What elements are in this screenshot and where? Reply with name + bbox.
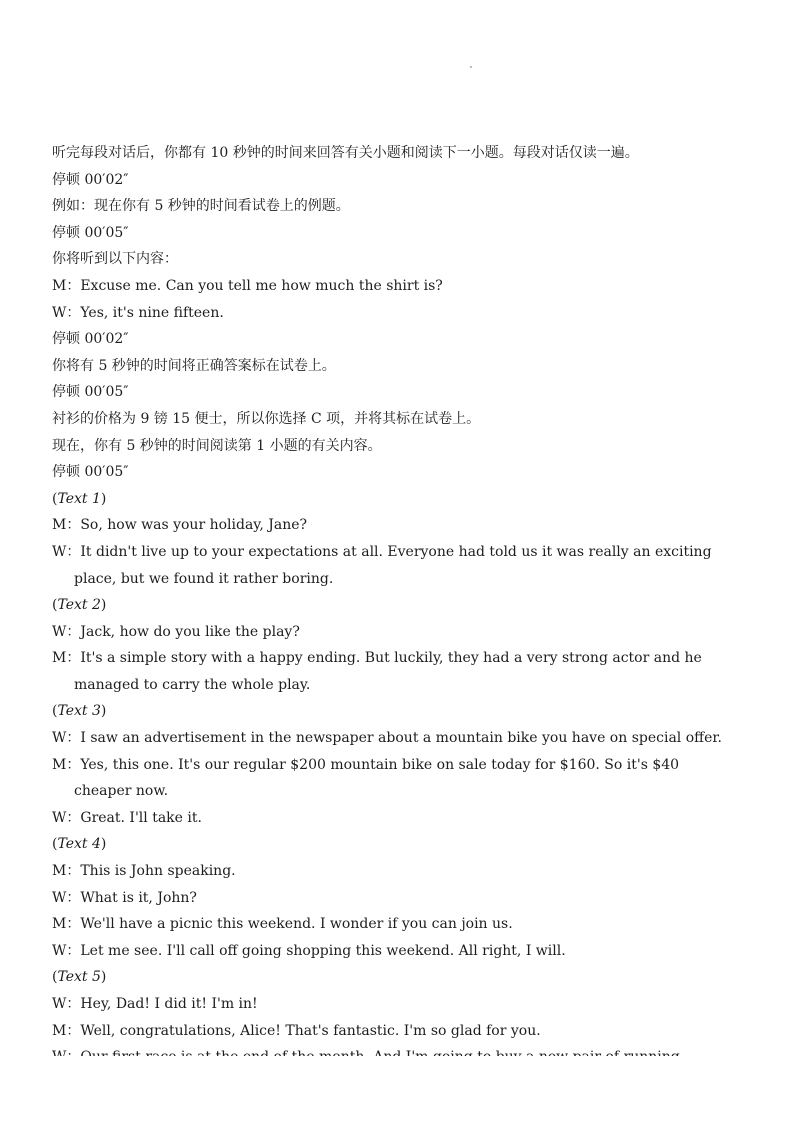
pause-line: 停顿 00′02″ <box>52 171 129 188</box>
pause-line: 停顿 00′05″ <box>52 224 129 241</box>
text-heading: (Text 3) <box>52 703 107 720</box>
dialogue-line: M：Yes, this one. It's our regular $200 mountain bike on sale today for $160. So it's $40 <box>52 756 680 773</box>
pause-line: 停顿 00′05″ <box>52 464 129 481</box>
pause-line: 停顿 00′05″ <box>52 384 129 401</box>
dialogue-line: M：We'll have a picnic this weekend. I wonder if you can join us. <box>52 916 513 933</box>
dialogue-line: M：It's a simple story with a happy ending. But luckily, they had a very strong actor and he <box>52 650 702 667</box>
dialogue-line: M：So, how was your holiday, Jane? <box>52 517 308 534</box>
text-label: Text 2 <box>57 597 101 614</box>
text-heading: (Text 4) <box>52 836 107 853</box>
example-dialogue-line: M：Excuse me. Can you tell me how much the shirt is? <box>52 277 443 294</box>
instruction-line: 听完每段对话后，你都有 10 秒钟的时间来回答有关小题和阅读下一小题。每段对话仅读一遍。 <box>52 145 639 161</box>
instruction-line: 你将有 5 秒钟的时间将正确答案标在试卷上。 <box>52 357 336 374</box>
dialogue-line: W：It didn't live up to your expectations at all. Everyone had told us it was really an exciting <box>52 543 712 560</box>
text-heading: (Text 5) <box>52 969 107 986</box>
dialogue-line-continued: cheaper now. <box>74 783 169 800</box>
text-label: Text 4 <box>57 836 101 853</box>
dialogue-line: W：Jack, how do you like the play? <box>52 623 300 640</box>
example-dialogue-line: W：Yes, it's nine fifteen. <box>52 304 224 321</box>
dialogue-line: W：What is it, John? <box>52 889 197 906</box>
dialogue-line: M：Well, congratulations, Alice! That's fantastic. I'm so glad for you. <box>52 1022 541 1039</box>
instruction-line: 你将听到以下内容： <box>52 251 178 268</box>
page-cutoff <box>52 1056 742 1064</box>
dialogue-line: W：Hey, Dad! I did it! I'm in! <box>52 996 258 1012</box>
text-heading: (Text 1) <box>52 490 107 507</box>
text-label: Text 3 <box>57 703 101 720</box>
dialogue-line-continued: managed to carry the whole play. <box>74 676 311 693</box>
dialogue-line: M：This is John speaking. <box>52 863 236 880</box>
pause-line: 停顿 00′02″ <box>52 331 129 348</box>
text-label: Text 1 <box>57 490 101 507</box>
dialogue-line-continued: place, but we found it rather boring. <box>74 570 334 587</box>
instruction-line: 现在，你有 5 秒钟的时间阅读第 1 小题的有关内容。 <box>52 437 382 454</box>
transcript-body <box>52 140 742 1064</box>
text-label: Text 5 <box>57 969 101 986</box>
dialogue-line: W：I saw an advertisement in the newspaper about a mountain bike you have on special offer. <box>52 730 722 747</box>
text-heading: (Text 2) <box>52 597 107 614</box>
instruction-line: 衬衫的价格为 9 镑 15 便士，所以你选择 C 项，并将其标在试卷上。 <box>52 410 481 427</box>
dialogue-line: W：Great. I'll take it. <box>52 809 202 826</box>
scan-speck <box>470 66 472 68</box>
instruction-line: 例如：现在你有 5 秒钟的时间看试卷上的例题。 <box>52 198 350 215</box>
dialogue-line: W：Let me see. I'll call off going shopping this weekend. All right, I will. <box>52 942 566 959</box>
